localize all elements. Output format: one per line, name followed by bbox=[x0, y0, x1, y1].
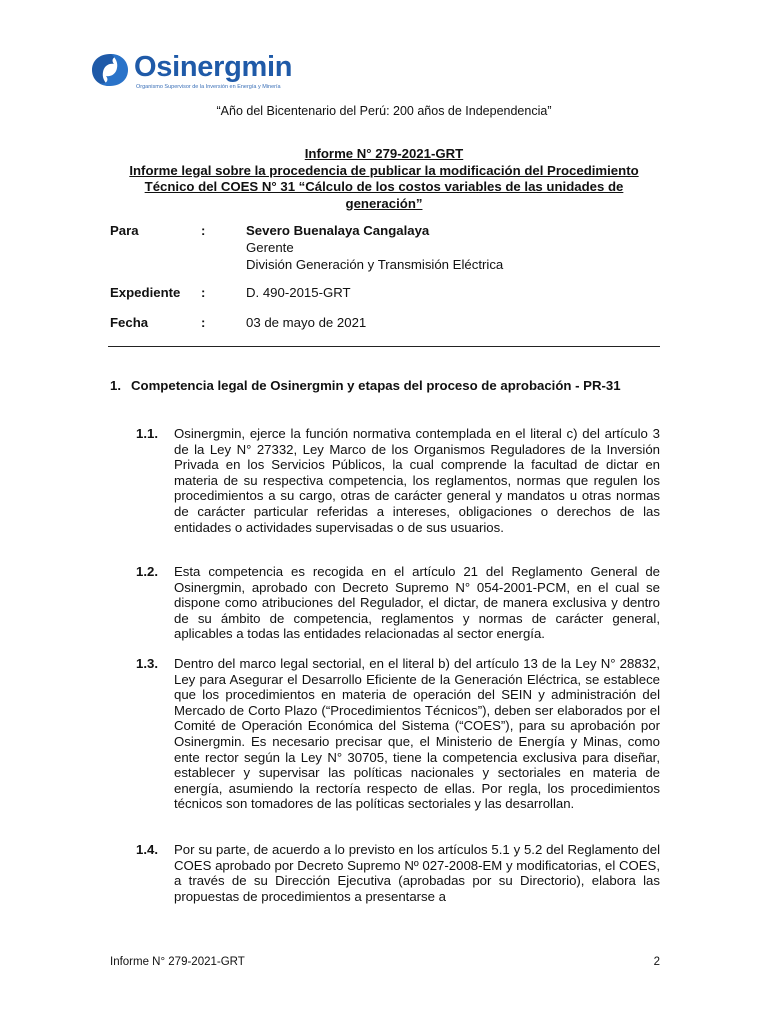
meta-fecha-value: 03 de mayo de 2021 bbox=[246, 315, 367, 330]
motto: “Año del Bicentenario del Perú: 200 años de Independencia” bbox=[216, 104, 552, 118]
meta-colon: : bbox=[201, 315, 206, 330]
meta-colon: : bbox=[201, 285, 206, 300]
paragraph-number: 1.3. bbox=[136, 656, 158, 671]
report-subject-line-3: generación” bbox=[345, 195, 423, 211]
meta-para-label: Para bbox=[110, 223, 139, 238]
paragraph-text: Esta competencia es recogida en el artículo 21 del Reglamento General de Osinergmin, aprobado con Decreto Supremo N° 054-2001-PCM, en el cual se dispone como atribuciones del Regulador, el dictar, de manera exclusiva y dentro de su ámbito de competencia, reglamentos y normas de carácter general, aplicables a todas las entidades relacionadas al sector energía. bbox=[174, 564, 660, 642]
report-number: Informe N° 279-2021-GRT bbox=[304, 146, 464, 161]
osinergmin-swirl-icon bbox=[88, 50, 132, 90]
paragraph-number: 1.1. bbox=[136, 426, 158, 441]
paragraph-text: Por su parte, de acuerdo a lo previsto en los artículos 5.1 y 5.2 del Reglamento del COES aprobado por Decreto Supremo Nº 027-2008-EM y modificatorias, el COES, a través de su Dirección Ejecutiva (aprobadas por su Directorio), elabora las propuestas de procedimientos a presentarse a bbox=[174, 842, 660, 904]
page-number: 2 bbox=[653, 956, 660, 968]
report-subject-line-2: Técnico del COES N° 31 “Cálculo de los costos variables de las unidades de bbox=[144, 179, 624, 194]
header-divider bbox=[108, 346, 660, 347]
section-number: 1. bbox=[110, 378, 121, 393]
osinergmin-logo bbox=[88, 48, 328, 96]
recipient-division: División Generación y Transmisión Eléctrica bbox=[246, 257, 504, 272]
meta-fecha-label: Fecha bbox=[110, 315, 149, 330]
meta-para-name bbox=[246, 222, 429, 239]
paragraph-number: 1.2. bbox=[136, 564, 158, 579]
meta-expediente-value: D. 490-2015-GRT bbox=[246, 285, 351, 300]
report-title bbox=[110, 146, 658, 212]
meta-colon: : bbox=[201, 223, 206, 238]
section-title: Competencia legal de Osinergmin y etapas del proceso de aprobación - PR-31 bbox=[131, 378, 621, 393]
logo-wordmark: Osinergmin bbox=[134, 51, 293, 83]
report-subject-line-1: Informe legal sobre la procedencia de publicar la modificación del Procedimiento bbox=[129, 162, 639, 178]
meta-expediente-label: Expediente bbox=[110, 285, 181, 300]
recipient-role: Gerente bbox=[246, 240, 294, 255]
logo-tagline: Organismo Supervisor de la Inversión en Energía y Minería bbox=[136, 84, 281, 90]
footer-report-number: Informe N° 279-2021-GRT bbox=[110, 956, 245, 968]
paragraph-number: 1.4. bbox=[136, 842, 158, 857]
paragraph-text: Osinergmin, ejerce la función normativa contemplada en el literal c) del artículo 3 de la Ley N° 27332, Ley Marco de los Organismos Reguladores de la Inversión Privada en los Servicios Públicos, la cual comprende la facultad de dictar en materia de su respectiva competencia, los reglamentos, normas que regulen los procedimientos a su cargo, otras de carácter general y mandatos u otras normas de carácter particular referidas a intereses, obligaciones o derechos de las entidades o actividades supervisadas o de sus usuarios. bbox=[174, 426, 660, 535]
paragraph-text: Dentro del marco legal sectorial, en el literal b) del artículo 13 de la Ley N° 28832, Ley para Asegurar el Desarrollo Eficiente de la Generación Eléctrica, se establece que los procedimientos en materia de operación del SEIN y administración del Mercado de Corto Plazo (“Procedimientos Técnicos”), deben ser elaborados por el Comité de Operación Económica del Sistema (“COES”), para su aprobación por Osinergmin. Es necesario precisar que, el Ministerio de Energía y Minas, como ente rector según la Ley N° 30705, tiene la competencia exclusiva para diseñar, establecer y supervisar las políticas nacionales y sectoriales en materia de energía, asumiendo la rectoría respecto de ellas. Por regla, los procedimientos técnicos son tomadores de las políticas sectoriales y las desarrollan. bbox=[174, 656, 660, 812]
recipient-name: Severo Buenalaya Cangalaya bbox=[246, 223, 430, 238]
